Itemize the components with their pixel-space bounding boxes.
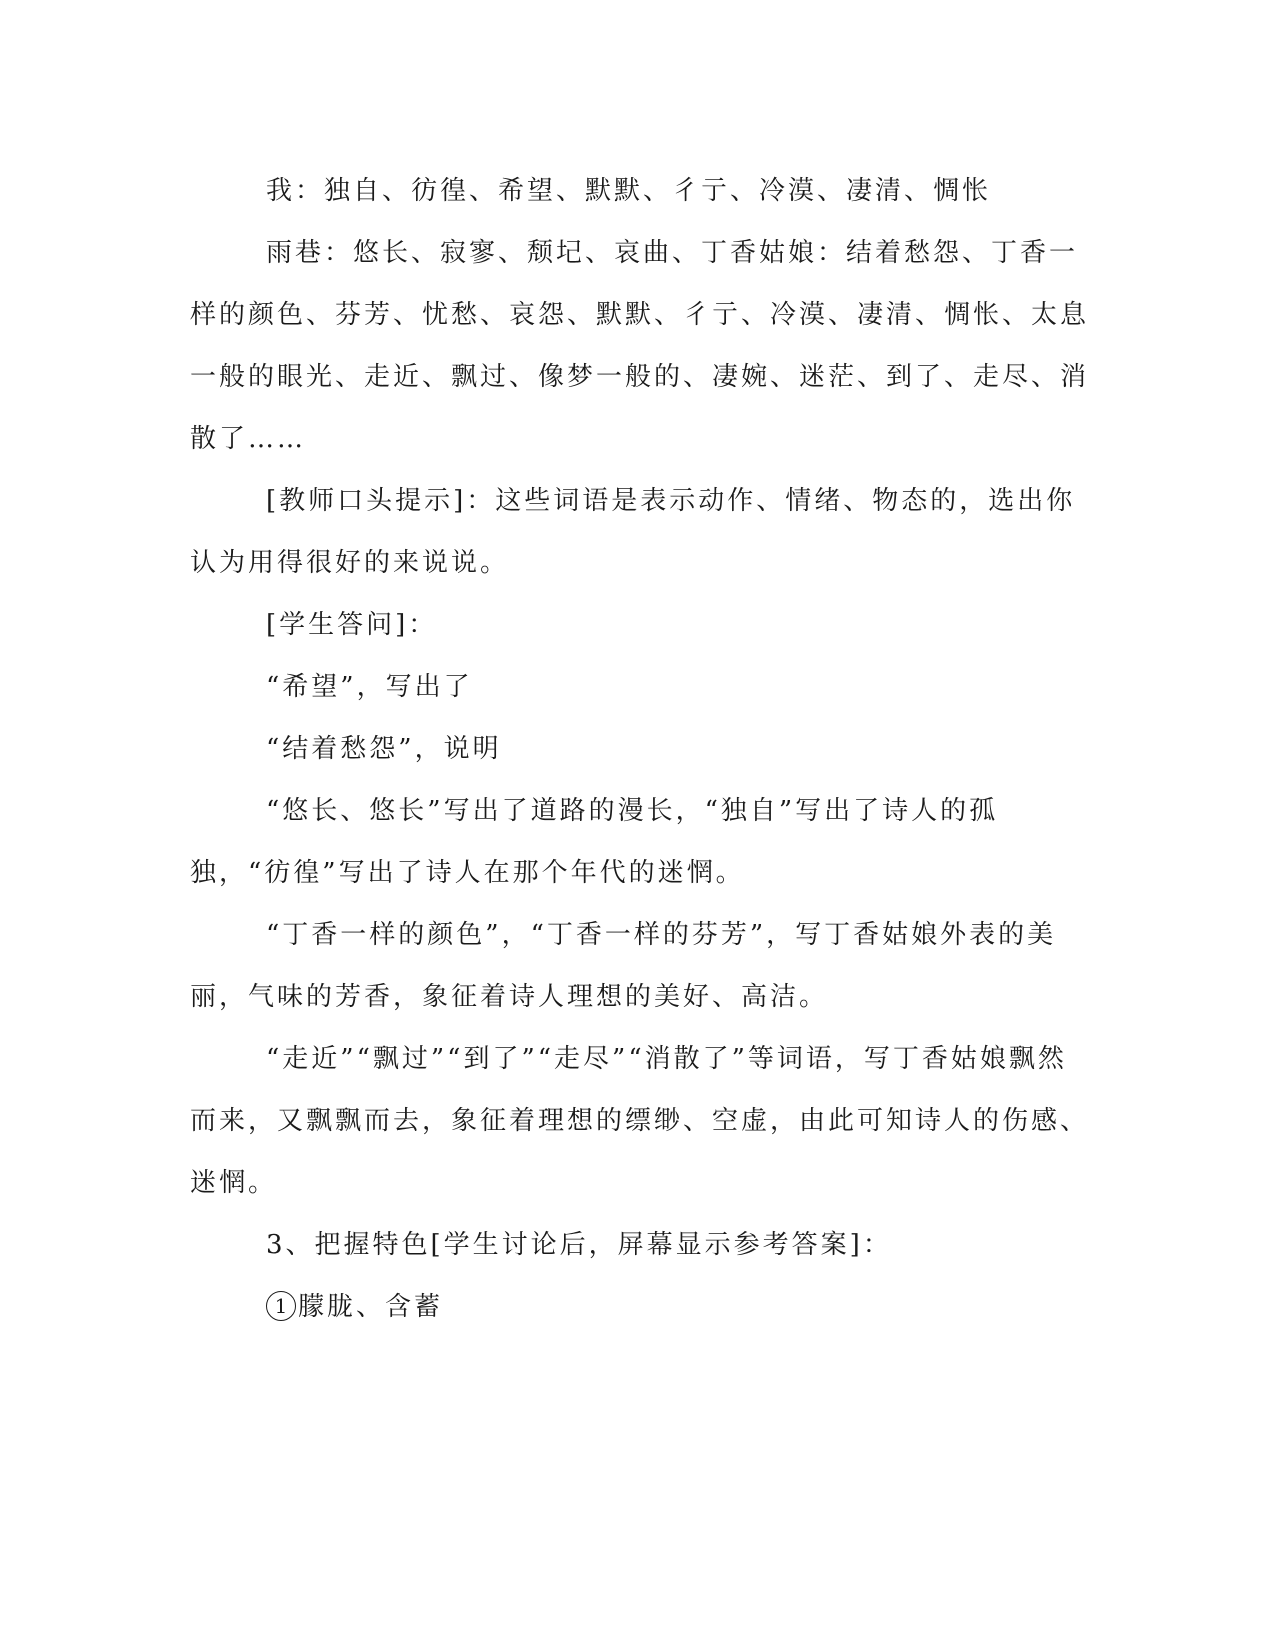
paragraph-yuxiang-words: 雨巷：悠长、寂寥、颓圮、哀曲、丁香姑娘：结着愁怨、丁香一样的颜色、芬芳、忧愁、哀怨、默默、彳亍、冷漠、凄清、惆怅、太息一般的眼光、走近、飘过、像梦一般的、凄婉、迷茫、到了、走尽、消散了……: [190, 238, 1090, 454]
document-body: [190, 160, 1090, 1338]
paragraph-answer-dingxiang: “丁香一样的颜色”，“丁香一样的芬芳”，写丁香姑娘外表的美丽，气味的芳香，象征着诗人理想的美好、高洁。: [190, 920, 1057, 1012]
feature-item-text: 朦胧、含蓄: [298, 1292, 444, 1322]
paragraph-wo-words: 我：独自、彷徨、希望、默默、彳亍、冷漠、凄清、惆怅: [266, 176, 992, 206]
paragraph-student-answer-heading: [学生答问]：: [266, 610, 438, 640]
paragraph-answer-zoujin: “走近”“飘过”“到了”“走尽”“消散了”等词语，写丁香姑娘飘然而来，又飘飘而去，象征着理想的缥缈、空虚，由此可知诗人的伤感、迷惘。: [190, 1044, 1090, 1198]
paragraph-answer-xiwang: “希望”，写出了: [266, 672, 473, 702]
paragraph-teacher-prompt: [教师口头提示]：这些词语是表示动作、情绪、物态的，选出你认为用得很好的来说说。: [190, 486, 1076, 578]
paragraph-answer-jiezhe-chouyuan: “结着愁怨”，说明: [266, 734, 502, 764]
paragraph-section-3-heading: 3、把握特色[学生讨论后，屏幕显示参考答案]：: [266, 1230, 892, 1260]
circled-number-marker: 1: [266, 1291, 296, 1321]
paragraph-feature-item-1: [190, 1276, 1090, 1338]
paragraph-answer-youchang: “悠长、悠长”写出了道路的漫长，“独自”写出了诗人的孤独，“彷徨”写出了诗人在那个年代的迷惘。: [190, 796, 999, 888]
